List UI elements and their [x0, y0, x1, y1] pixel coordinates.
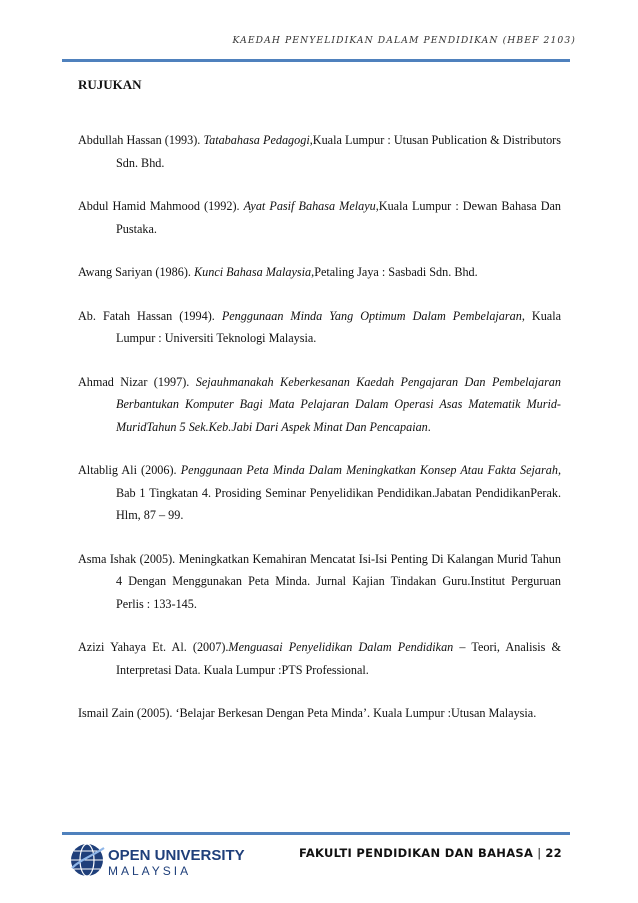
page-footer	[299, 846, 562, 860]
open-university-malaysia-logo	[68, 838, 248, 882]
page-number: 22	[545, 846, 562, 860]
reference-item: Altablig Ali (2006). Penggunaan Peta Minda Dalam Meningkatkan Konsep Atau Fakta Sejarah, Bab 1 Tingkatan 4. Prosiding Seminar Penyelidikan Pendidikan.Jabatan PendidikanPerak. Hlm, 87 – 99.	[78, 463, 561, 523]
logo-line-2: MALAYSIA	[108, 864, 192, 878]
reference-list	[78, 117, 561, 746]
logo-line-1: OPEN UNIVERSITY	[108, 847, 245, 864]
reference-item: Abdullah Hassan (1993). Tatabahasa Pedagogi,Kuala Lumpur : Utusan Publication & Distributors Sdn. Bhd.	[78, 133, 561, 170]
running-header: KAEDAH PENYELIDIKAN DALAM PENDIDIKAN (HBEF 2103)	[232, 35, 576, 46]
faculty-name: FAKULTI PENDIDIKAN DAN BAHASA	[299, 846, 534, 860]
reference-item: Azizi Yahaya Et. Al. (2007).Menguasai Penyelidikan Dalam Pendidikan – Teori, Analisis & Interpretasi Data. Kuala Lumpur :PTS Professional.	[78, 640, 561, 677]
reference-item: Ahmad Nizar (1997). Sejauhmanakah Keberkesanan Kaedah Pengajaran Dan Pembelajaran Berbantukan Komputer Bagi Mata Pelajaran Dalam Operasi Asas Matematik Murid-MuridTahun 5 Sek.Keb.Jabi Dari Aspek Minat Dan Pencapaian.	[78, 374, 561, 434]
reference-item: Awang Sariyan (1986). Kunci Bahasa Malaysia,Petaling Jaya : Sasbadi Sdn. Bhd.	[78, 265, 478, 280]
header-rule	[62, 59, 570, 62]
reference-item: Ab. Fatah Hassan (1994). Penggunaan Minda Yang Optimum Dalam Pembelajaran, Kuala Lumpur : Universiti Teknologi Malaysia.	[78, 308, 561, 346]
section-heading: RUJUKAN	[78, 77, 142, 92]
footer-separator: |	[537, 846, 542, 860]
reference-item: Abdul Hamid Mahmood (1992). Ayat Pasif Bahasa Melayu,Kuala Lumpur : Dewan Bahasa Dan Pustaka.	[78, 199, 561, 236]
footer-rule	[62, 832, 570, 835]
globe-icon	[71, 844, 104, 876]
reference-item: Ismail Zain (2005). ‘Belajar Berkesan Dengan Peta Minda’. Kuala Lumpur :Utusan Malaysia.	[78, 706, 537, 721]
reference-item: Asma Ishak (2005). Meningkatkan Kemahiran Mencatat Isi-Isi Penting Di Kalangan Murid Tahun 4 Dengan Menggunakan Peta Minda. Jurnal Kajian Tindakan Guru.Institut Perguruan Perlis : 133-145.	[78, 551, 561, 611]
